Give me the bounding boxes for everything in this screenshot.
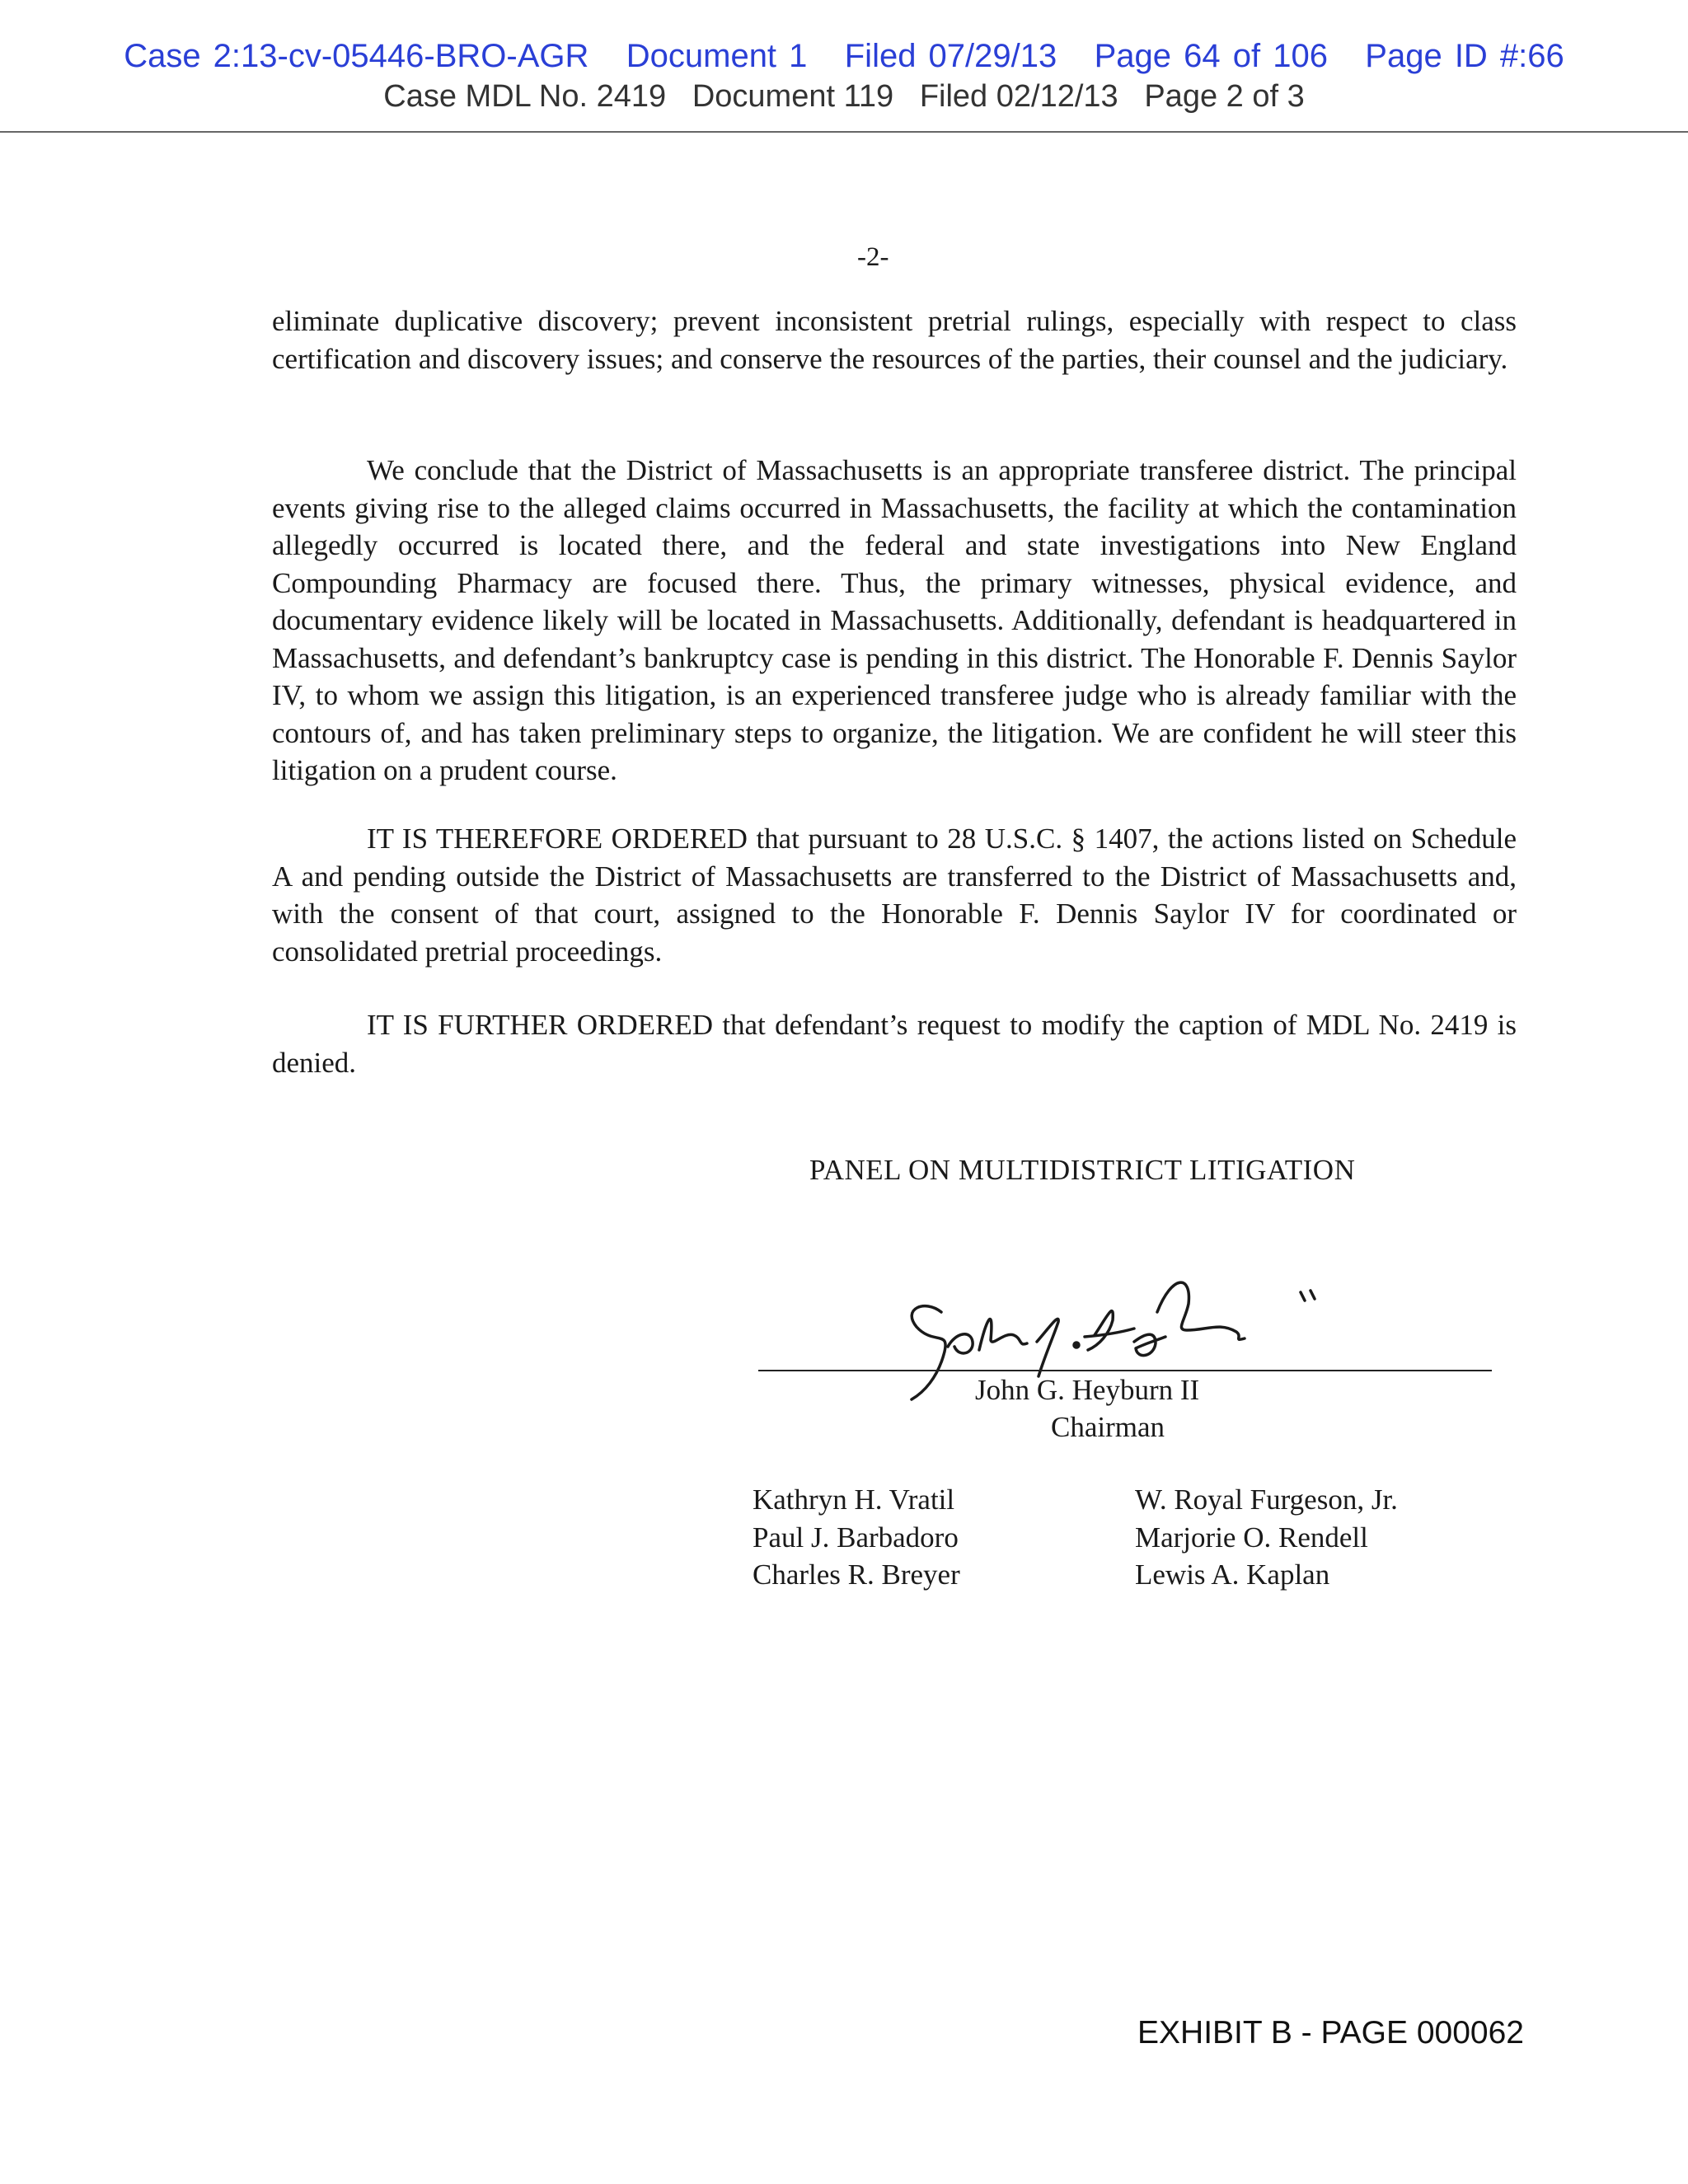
panel-member: Charles R. Breyer [753,1558,960,1591]
panel-member: Lewis A. Kaplan [1135,1558,1330,1591]
court-filing-stamp-secondary: Case MDL No. 2419 Document 119 Filed 02/12/13 Page 2 of 3 [383,79,1305,114]
court-filing-stamp-primary: Case 2:13-cv-05446-BRO-AGR Document 1 Filed 07/29/13 Page 64 of 106 Page ID #:66 [124,38,1564,74]
chairman-title: Chairman [1051,1411,1165,1443]
panel-member: Paul J. Barbadoro [753,1521,959,1554]
panel-member: Kathryn H. Vratil [753,1483,955,1516]
page-number: -2- [857,242,889,272]
paragraph-transferee-district: We conclude that the District of Massachusetts is an appropriate transferee district. The principal events giving rise to the alleged claims occurred in Massachusetts, the facility at which the contamination allegedly occurred is located there, and the federal and state investigations into New England Compounding Pharmacy are focused there. Thus, the primary witnesses, physical evidence, and documentary evidence likely will be located in Massachusetts. Additionally, defendant is headquartered in Massachusetts, and defendant’s bankruptcy case is pending in this district. The Honorable F. Dennis Saylor IV, to whom we assign this litigation, is an experienced transferee judge who is already familiar with the contours of, and has taken preliminary steps to organize, the litigation. We are confident he will steer this litigation on a prudent course. [272,454,1517,786]
chairman-name: John G. Heyburn II [975,1374,1200,1406]
signature-line [758,1370,1492,1371]
paragraph-order-caption: IT IS FURTHER ORDERED that defendant’s request to modify the caption of MDL No. 2419 is denied. [272,1009,1517,1079]
paragraph-continuation: eliminate duplicative discovery; prevent inconsistent pretrial rulings, especially with respect to class certification and discovery issues; and conserve the resources of the parties, their counsel and the judiciary. [272,305,1517,375]
panel-name: PANEL ON MULTIDISTRICT LITIGATION [809,1154,1356,1186]
panel-members-right [1135,1481,1398,1594]
header-divider [0,131,1688,133]
panel-member: Marjorie O. Rendell [1135,1521,1368,1554]
panel-member: W. Royal Furgeson, Jr. [1135,1483,1398,1516]
exhibit-label: EXHIBIT B - PAGE 000062 [1137,2015,1524,2050]
panel-members-left [753,1481,960,1594]
paragraph-order-transfer: IT IS THEREFORE ORDERED that pursuant to 28 U.S.C. § 1407, the actions listed on Schedule A and pending outside the District of Massachusetts are transferred to the District of Massachusetts and, with the consent of that court, assigned to the Honorable F. Dennis Saylor IV for coordinated or consolidated pretrial proceedings. [272,823,1517,968]
